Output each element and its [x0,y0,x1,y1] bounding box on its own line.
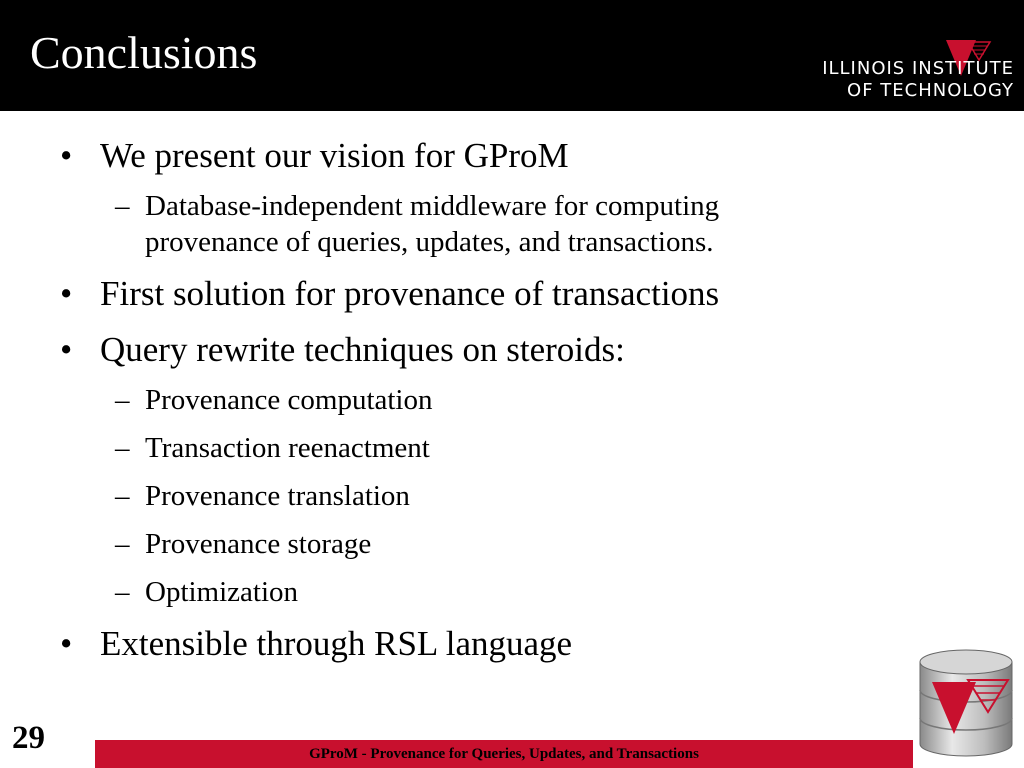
bullet-list [60,134,960,678]
bullet-text: Extensible through RSL language [100,624,573,663]
sub-bullet-line: Provenance storage [145,528,372,560]
sub-bullet-item [60,382,960,418]
dash-glyph: – [115,432,130,464]
header-bar [0,0,1024,111]
sub-bullet-line: Transaction reenactment [145,432,430,464]
sub-bullet-item [60,478,960,514]
bullet-glyph: • [60,624,73,663]
bullet-glyph: • [60,330,73,369]
bullet-text: We present our vision for GProM [100,136,569,175]
page-number: 29 [12,720,45,756]
sub-bullet-line: Optimization [145,576,299,608]
dash-glyph: – [115,190,130,222]
iit-logo-text [822,58,1014,102]
dash-glyph: – [115,528,130,560]
sub-bullet-item [60,526,960,562]
dash-glyph: – [115,576,130,608]
dash-glyph: – [115,480,130,512]
bullet-item [60,622,960,666]
bullet-item [60,134,960,178]
sub-bullet-group [60,382,960,610]
sub-bullet-item [60,188,960,260]
footer-bar: GProM - Provenance for Queries, Updates, and Transactions [95,740,913,768]
bullet-glyph: • [60,136,73,175]
database-icon [914,646,1020,760]
iit-logo-line1: ILLINOIS INSTITUTE [822,58,1014,79]
bullet-item [60,328,960,372]
sub-bullet-line: provenance of queries, updates, and transactions. [145,226,714,258]
dash-glyph: – [115,384,130,416]
bullet-text: First solution for provenance of transactions [100,274,720,313]
slide-title: Conclusions [30,27,258,78]
sub-bullet-line: Provenance translation [145,480,410,512]
sub-bullet-line: Provenance computation [145,384,433,416]
bullet-glyph: • [60,274,73,313]
sub-bullet-item [60,430,960,466]
bullet-item [60,272,960,316]
iit-logo-line2: OF TECHNOLOGY [847,80,1014,101]
sub-bullet-group [60,188,960,260]
sub-bullet-line: Database-independent middleware for computing [145,190,720,222]
sub-bullet-item [60,574,960,610]
bullet-text: Query rewrite techniques on steroids: [100,330,625,369]
